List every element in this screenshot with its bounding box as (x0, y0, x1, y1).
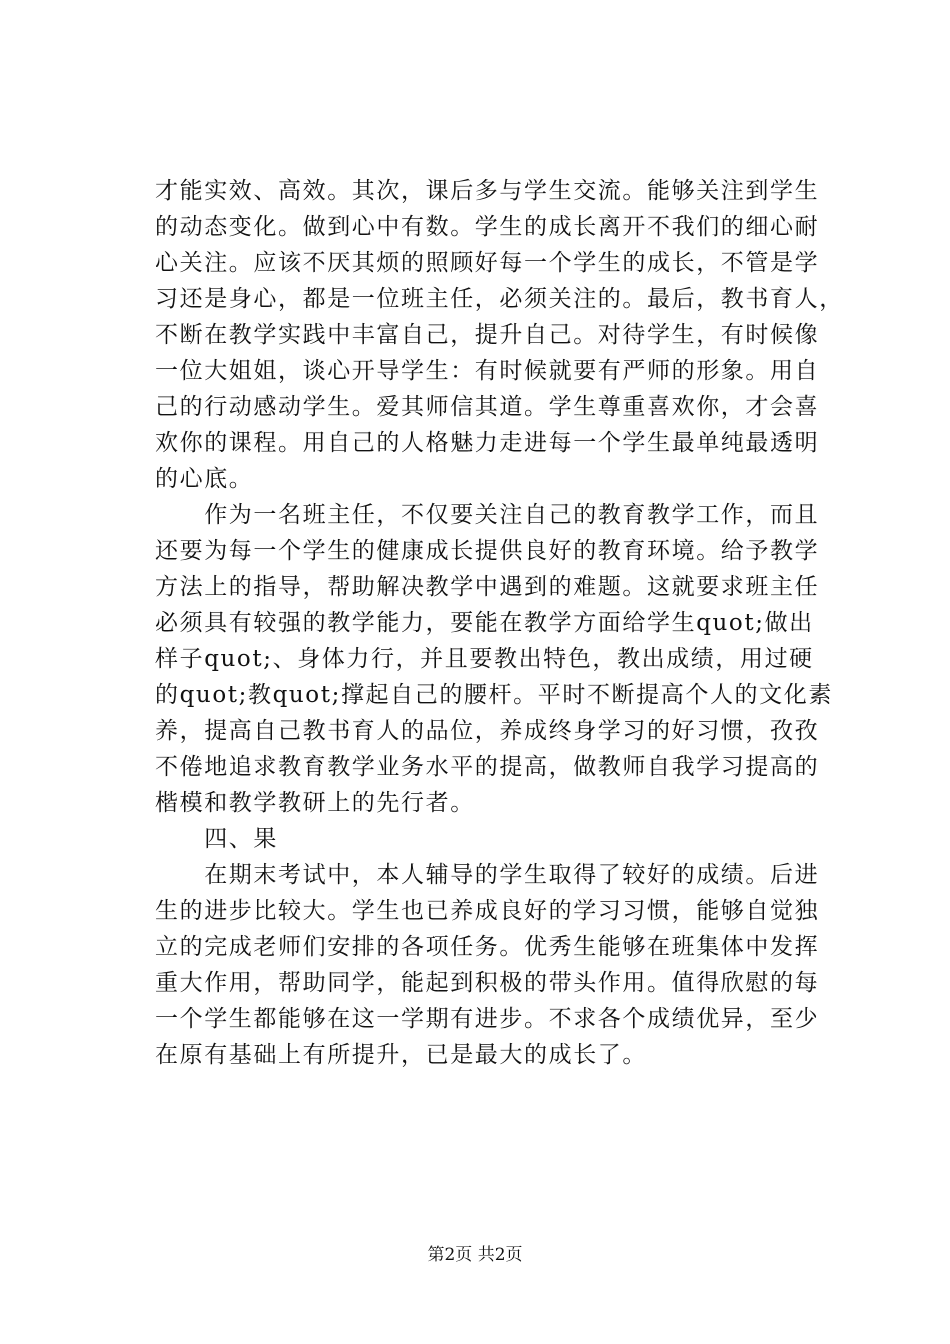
text-line: 的心底。 (155, 466, 254, 492)
text-line: 在期末考试中，本人辅导的学生取得了较好的成绩。后进 (155, 862, 820, 888)
text-line: 己的行动感动学生。爱其师信其道。学生尊重喜欢你，才会喜 (155, 394, 820, 420)
text-line: 重大作用，帮助同学，能起到积极的带头作用。值得欣慰的每 (155, 970, 820, 996)
text-line: 作为一名班主任，不仅要关注自己的教育教学工作，而且 (155, 502, 820, 528)
text-line: 方法上的指导，帮助解决教学中遇到的难题。这就要求班主任 (155, 574, 820, 600)
text-line: 才能实效、高效。其次，课后多与学生交流。能够关注到学生 (155, 178, 820, 204)
text-line: 习还是身心，都是一位班主任，必须关注的。最后，教书育人， (155, 286, 844, 312)
page-number-footer: 第2页 共2页 (427, 1245, 523, 1265)
text-line: 不断在教学实践中丰富自己，提升自己。对待学生，有时候像 (155, 322, 820, 348)
text-line: 的动态变化。做到心中有数。学生的成长离开不我们的细心耐 (155, 214, 820, 240)
text-line: 心关注。应该不厌其烦的照顾好每一个学生的成长，不管是学 (155, 250, 820, 276)
text-line: 还要为每一个学生的健康成长提供良好的教育环境。给予教学 (155, 538, 820, 564)
text-line: 立的完成老师们安排的各项任务。优秀生能够在班集体中发挥 (155, 934, 820, 960)
body-text (155, 173, 844, 1073)
text-line: 欢你的课程。用自己的人格魅力走进每一个学生最单纯最透明 (155, 430, 820, 456)
text-line: 的quot;教quot;撑起自己的腰杆。平时不断提高个人的文化素 (155, 682, 833, 708)
text-line: 样子quot;、身体力行，并且要教出特色，教出成绩，用过硬 (155, 646, 814, 672)
text-line: 必须具有较强的教学能力，要能在教学方面给学生quot;做出 (155, 610, 814, 636)
section-heading: 四、果 (155, 826, 278, 852)
text-line: 养，提高自己教书育人的品位，养成终身学习的好习惯，孜孜 (155, 718, 820, 744)
text-line: 一位大姐姐，谈心开导学生：有时候就要有严师的形象。用自 (155, 358, 820, 384)
text-line: 一个学生都能够在这一学期有进步。不求各个成绩优异，至少 (155, 1006, 820, 1032)
text-line: 不倦地追求教育教学业务水平的提高，做教师自我学习提高的 (155, 754, 820, 780)
text-line: 在原有基础上有所提升，已是最大的成长了。 (155, 1042, 647, 1068)
text-line: 楷模和教学教研上的先行者。 (155, 790, 475, 816)
text-line: 生的进步比较大。学生也已养成良好的学习习惯，能够自觉独 (155, 898, 820, 924)
